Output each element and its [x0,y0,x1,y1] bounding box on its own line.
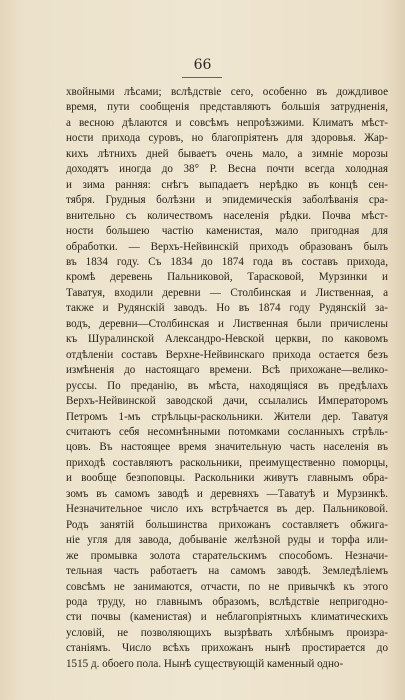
text-line: время, пути сообщенія представляютъ большія затрудненія, [66,101,388,114]
text-line: ности большею частію каменистая, мало пригодная для [66,225,388,238]
page-number: 66 [193,57,212,73]
text-line: хвойными лѣсами; вслѣдствіе сего, особенно въ дождливое [66,86,388,98]
text-line: измѣненія до настоящаго времени. Всѣ прихожане—велико- [66,364,388,377]
text-line: отдѣленіи составъ Верхне-Нейвинскаго прихода остается безъ [66,348,388,361]
text-line: Верхъ-Нейвинской заводской дачи, ссылались Императоромъ [66,395,388,408]
text-line: 1515 д. обоего пола. Нынѣ существующій каменный одно- [66,657,344,670]
text-line: къ Шуралинской Александро-Невской церкви, по каковомъ [66,333,388,346]
text-line: совсѣмъ не занимаются, отчасти, по не привычкѣ къ этого [66,580,388,593]
text-line: условій, не позволяющихъ вызрѣвать хлѣбнымъ произра- [66,626,388,639]
text-line: приходѣ составляютъ раскольники, преимущественно поморцы, [66,456,388,469]
text-line: считаютъ себя несомнѣнными потомками сосланныхъ стрѣль- [66,425,388,438]
text-line: въ 1834 году. Съ 1834 до 1874 года въ составъ прихода, [66,255,388,268]
text-line: Родъ занятій большинства прихожанъ составляетъ обжига- [66,518,388,531]
text-line: тельная часть работаетъ на самомъ заводѣ. Земледѣліемъ [66,565,388,578]
text-line: кромѣ деревень Пальниковой, Тарасковой, Мурзинки и [66,271,388,284]
text-line: внительно съ количествомъ населенія рѣдки. Почва мѣст- [66,209,388,222]
text-line: также и Рудянскій заводъ. Но въ 1874 году Рудянскій за- [66,302,388,315]
text-line: станіямъ. Число всѣхъ прихожанъ нынѣ простирается до [66,642,388,655]
text-line: ности прихода суровъ, но благопріятенъ для здоровья. Жар- [66,132,388,145]
text-line: Таватуя, входили деревни — Столбинская и Лиственная, а [66,286,388,299]
text-line: же промывка золота старательскимъ способомъ. Незначи- [66,549,388,562]
text-line: рода труду, но главнымъ образомъ, вслѣдствіе непригодно- [66,595,388,608]
text-line: зомъ въ самомъ заводѣ и деревняхъ —Таватуѣ и Мурзинкѣ. [66,487,388,500]
text-line: и вообще безпоповцы. Раскольники живутъ главнымъ обра- [66,472,388,485]
text-line: цовъ. Въ настоящее время значительную часть населенія въ [66,441,388,454]
text-line: ніе угля для завода, добываніе желѣзной руды и торфа или- [66,534,388,547]
text-line: доходятъ иногда до 38° Р. Весна почти всегда холодная [66,163,388,176]
text-line: водъ, деревни—Столбинская и Лиственная были причислены [66,317,388,330]
text-line: а весною дѣлаются и совсѣмъ непроѣзжими. Климатъ мѣст- [66,116,388,129]
body-text [66,85,388,672]
text-line: обработки. — Верхъ-Нейвинскій приходъ образованъ былъ [66,240,388,253]
text-line: и зима ранняя: снѣгъ выпадаетъ нерѣдко въ концѣ сен- [66,178,388,191]
text-line: Петромъ 1-мъ стрѣльцы-раскольники. Жители дер. Таватуя [66,410,388,423]
header-rule [182,77,222,78]
text-line: кихъ лѣтнихъ дней бываетъ очень мало, а зимніе морозы [66,147,388,160]
text-line: Незначительное число ихъ встрѣчается въ дер. Пальниковой. [66,503,388,516]
text-line: сти почвы (каменистая) и неблагопріятныхъ климатическихъ [66,611,388,624]
text-line: руссы. По преданію, въ мѣста, находящіяся въ предѣлахъ [66,379,388,392]
text-line: тября. Грудныя болѣзни и эпидемическія заболѣванія сра- [66,194,388,207]
